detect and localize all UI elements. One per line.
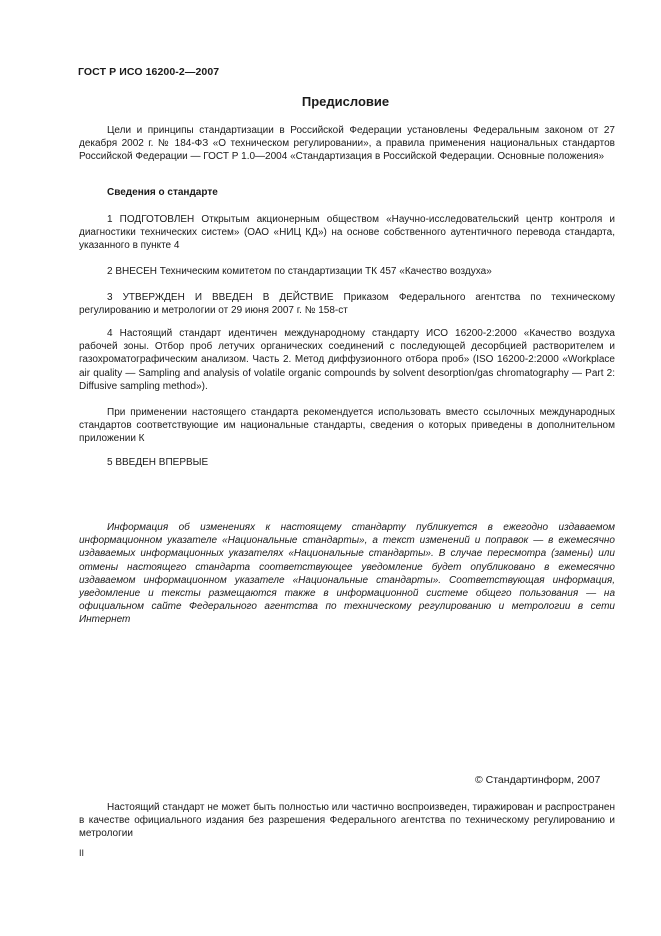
item-3-paragraph: 3 УТВЕРЖДЕН И ВВЕДЕН В ДЕЙСТВИЕ Приказом Федерального агентства по техническому регулированию и метрологии от 29 июня 2007 г. № 158-ст xyxy=(79,292,615,317)
info-notice-paragraph: Информация об изменениях к настоящему стандарту публикуется в ежегодно издаваемом информационном указателе «Национальные стандарты», а текст изменений и поправок — в ежемесячно издаваемых информационных указателях «Национальные стандарты». В случае пересмотра (замены) или отмены настоящего стандарта соответствующее уведомление будет опубликовано в ежемесячно издаваемом информационном указателе «Национальные стандарты». Соответствующая информация, уведомление и тексты размещаются также в информационной системе общего пользования — на официальном сайте Федерального агентства по техническому регулированию и метрологии в сети Интернет xyxy=(79,522,615,626)
item-2-paragraph: 2 ВНЕСЕН Техническим комитетом по стандартизации ТК 457 «Качество воздуха» xyxy=(107,266,492,277)
item-1-paragraph: 1 ПОДГОТОВЛЕН Открытым акционерным обществом «Научно-исследовательский центр контроля и диагностики технических систем» (ОАО «НИЦ КД») на основе собственного аутентичного перевода стандарта, указанного в пункте 4 xyxy=(79,214,615,252)
item-4-paragraph: 4 Настоящий стандарт идентичен международному стандарту ИСО 16200-2:2000 «Качество воздуха рабочей зоны. Отбор проб летучих органических соединений с последующей десорбцией растворителем и газохроматографическим анализом. Часть 2. Метод диффузионного отбора проб» (ISO 16200-2:2000 «Workplace air quality — Sampling and analysis of volatile organic compounds by solvent desorption/gas chromatography — Part 2: Diffusive sampling method»). xyxy=(79,328,615,392)
about-standard-heading: Сведения о стандарте xyxy=(107,187,218,198)
page-title: Предисловие xyxy=(301,94,390,109)
preface-intro-paragraph: Цели и принципы стандартизации в Российской Федерации установлены Федеральным законом от 27 декабря 2002 г. № 184-ФЗ «О техническом регулировании», а правила применения национальных стандартов Российской Федерации — ГОСТ Р 1.0—2004 «Стандартизация в Российской Федерации. Основные положения» xyxy=(79,125,615,163)
page-number: II xyxy=(79,848,85,858)
reference-note-paragraph: При применении настоящего стандарта рекомендуется использовать вместо ссылочных международных стандартов соответствующие им национальные стандарты, сведения о которых приведены в дополнительном приложении К xyxy=(79,407,615,445)
copyright-notice: © Стандартинформ, 2007 xyxy=(475,774,601,786)
reproduction-notice-paragraph: Настоящий стандарт не может быть полностью или частично воспроизведен, тиражирован и распространен в качестве официального издания без разрешения Федерального агентства по техническому регулированию и метрологии xyxy=(79,802,615,840)
item-5-paragraph: 5 ВВЕДЕН ВПЕРВЫЕ xyxy=(107,457,209,468)
standard-code-header: ГОСТ Р ИСО 16200-2—2007 xyxy=(78,66,220,78)
